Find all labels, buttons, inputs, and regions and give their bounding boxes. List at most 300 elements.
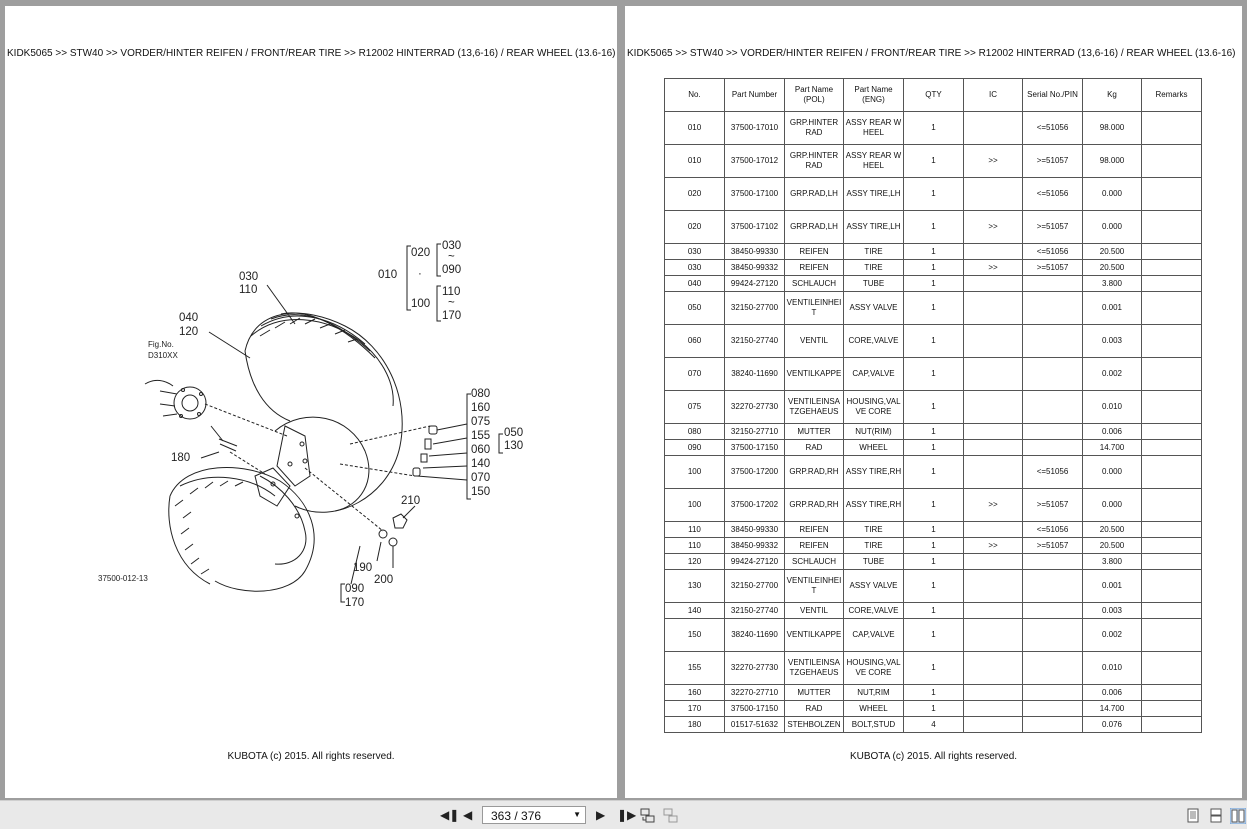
- table-cell: 1: [904, 276, 964, 292]
- table-row[interactable]: [665, 603, 1202, 619]
- table-cell: GRP.RAD,RH: [785, 456, 844, 489]
- table-cell: CAP,VALVE: [844, 358, 904, 391]
- table-cell: >>: [964, 489, 1023, 522]
- table-cell: 38450-99332: [725, 260, 785, 276]
- table-cell: ASSY VALVE: [844, 292, 904, 325]
- table-cell: 1: [904, 570, 964, 603]
- table-cell: TIRE: [844, 244, 904, 260]
- table-cell: 1: [904, 391, 964, 424]
- table-cell: [1142, 522, 1202, 538]
- table-cell: >=51057: [1023, 211, 1083, 244]
- table-cell: ASSY REAR WHEEL: [844, 112, 904, 145]
- table-cell: [1142, 554, 1202, 570]
- table-cell: 0.001: [1083, 570, 1142, 603]
- two-page-view-icon[interactable]: [1230, 808, 1246, 824]
- table-cell: 020: [665, 211, 725, 244]
- table-cell: [964, 685, 1023, 701]
- table-cell: TUBE: [844, 554, 904, 570]
- table-cell: 060: [665, 325, 725, 358]
- table-cell: 1: [904, 538, 964, 554]
- table-cell: CORE,VALVE: [844, 603, 904, 619]
- table-row[interactable]: [665, 440, 1202, 456]
- table-cell: [1142, 701, 1202, 717]
- column-header: Part Name (ENG): [844, 79, 904, 112]
- table-cell: 32150-27740: [725, 325, 785, 358]
- breadcrumb: KIDK5065 >> STW40 >> VORDER/HINTER REIFEN / FRONT/REAR TIRE >> R12002 HINTERRAD (13,6-16) / REAR WHEEL (13.6-16): [627, 48, 1236, 59]
- table-cell: HOUSING,VALVE CORE: [844, 391, 904, 424]
- table-header-row: [665, 79, 1202, 112]
- column-header: Serial No./PIN: [1023, 79, 1083, 112]
- table-cell: 37500-17100: [725, 178, 785, 211]
- table-row[interactable]: [665, 619, 1202, 652]
- table-cell: 37500-17150: [725, 701, 785, 717]
- table-cell: [964, 652, 1023, 685]
- table-cell: 050: [665, 292, 725, 325]
- table-cell: [1142, 538, 1202, 554]
- table-cell: VENTILEINHEIT: [785, 292, 844, 325]
- table-cell: 1: [904, 489, 964, 522]
- table-cell: ASSY VALVE: [844, 570, 904, 603]
- table-cell: <=51056: [1023, 178, 1083, 211]
- table-cell: 1: [904, 619, 964, 652]
- table-cell: VENTILEINHEIT: [785, 570, 844, 603]
- table-cell: 20.500: [1083, 522, 1142, 538]
- table-cell: 0.000: [1083, 489, 1142, 522]
- table-cell: MUTTER: [785, 424, 844, 440]
- table-cell: [1142, 652, 1202, 685]
- table-cell: 0.006: [1083, 424, 1142, 440]
- table-cell: 38450-99332: [725, 538, 785, 554]
- callout-140: 140: [471, 458, 491, 470]
- table-cell: [964, 292, 1023, 325]
- table-cell: WHEEL: [844, 701, 904, 717]
- callout-180: 180: [171, 452, 191, 464]
- table-cell: ASSY REAR WHEEL: [844, 145, 904, 178]
- left-page: [5, 6, 617, 798]
- table-cell: 180: [665, 717, 725, 733]
- table-cell: 1: [904, 652, 964, 685]
- table-cell: CAP,VALVE: [844, 619, 904, 652]
- callout-170: 170: [345, 597, 365, 609]
- table-cell: 0.010: [1083, 652, 1142, 685]
- table-cell: 32270-27710: [725, 685, 785, 701]
- table-cell: 0.000: [1083, 178, 1142, 211]
- table-cell: STEHBOLZEN: [785, 717, 844, 733]
- right-page: [625, 6, 1242, 798]
- table-cell: 20.500: [1083, 260, 1142, 276]
- table-cell: HOUSING,VALVE CORE: [844, 652, 904, 685]
- callout-075: 075: [471, 416, 491, 428]
- table-cell: [1023, 554, 1083, 570]
- table-cell: 100: [665, 456, 725, 489]
- column-header: Part Name (POL): [785, 79, 844, 112]
- table-cell: 32150-27740: [725, 603, 785, 619]
- table-cell: 1: [904, 244, 964, 260]
- table-row[interactable]: [665, 244, 1202, 260]
- next-page-icon[interactable]: ▶: [596, 808, 606, 822]
- table-cell: [1142, 489, 1202, 522]
- table-cell: 3.800: [1083, 554, 1142, 570]
- table-cell: [1142, 178, 1202, 211]
- callout-130: 130: [504, 440, 524, 452]
- table-cell: 37500-17012: [725, 145, 785, 178]
- table-cell: [964, 440, 1023, 456]
- table-cell: 0.006: [1083, 685, 1142, 701]
- table-cell: REIFEN: [785, 522, 844, 538]
- table-cell: WHEEL: [844, 440, 904, 456]
- table-cell: [1023, 701, 1083, 717]
- parts-table: [664, 78, 1202, 733]
- callout-150: 150: [471, 486, 491, 498]
- table-cell: 20.500: [1083, 538, 1142, 554]
- table-row[interactable]: [665, 260, 1202, 276]
- table-cell: [1023, 424, 1083, 440]
- table-cell: [1142, 260, 1202, 276]
- table-cell: RAD: [785, 440, 844, 456]
- page-selector[interactable]: [482, 806, 586, 824]
- table-row[interactable]: [665, 424, 1202, 440]
- table-cell: [964, 619, 1023, 652]
- table-cell: 080: [665, 424, 725, 440]
- table-cell: 37500-17010: [725, 112, 785, 145]
- table-cell: [964, 178, 1023, 211]
- table-cell: [1142, 145, 1202, 178]
- table-cell: [964, 603, 1023, 619]
- callout-190: 190: [353, 562, 373, 574]
- table-cell: VENTIL: [785, 603, 844, 619]
- table-row[interactable]: [665, 685, 1202, 701]
- table-cell: 0.002: [1083, 358, 1142, 391]
- table-cell: <=51056: [1023, 456, 1083, 489]
- table-cell: [1023, 619, 1083, 652]
- table-cell: >=51057: [1023, 538, 1083, 554]
- table-cell: 99424-27120: [725, 276, 785, 292]
- table-cell: >>: [964, 260, 1023, 276]
- table-cell: 1: [904, 358, 964, 391]
- callout-100: 100: [411, 298, 431, 310]
- fig-ref: D310XX: [148, 351, 178, 360]
- table-cell: [1023, 652, 1083, 685]
- table-row[interactable]: [665, 652, 1202, 685]
- table-cell: ASSY TIRE,RH: [844, 456, 904, 489]
- table-cell: [1142, 276, 1202, 292]
- table-cell: [1142, 391, 1202, 424]
- table-cell: 0.002: [1083, 619, 1142, 652]
- table-cell: 010: [665, 145, 725, 178]
- table-cell: TIRE: [844, 522, 904, 538]
- table-cell: 01517-51632: [725, 717, 785, 733]
- table-cell: [1142, 456, 1202, 489]
- table-cell: 120: [665, 554, 725, 570]
- table-cell: TUBE: [844, 276, 904, 292]
- table-cell: [964, 276, 1023, 292]
- table-cell: [1023, 440, 1083, 456]
- table-cell: 38450-99330: [725, 522, 785, 538]
- table-cell: 1: [904, 685, 964, 701]
- table-cell: [1023, 325, 1083, 358]
- table-row[interactable]: [665, 292, 1202, 325]
- table-cell: 150: [665, 619, 725, 652]
- table-cell: VENTILEINSATZGEHAEUS: [785, 391, 844, 424]
- table-cell: [1142, 685, 1202, 701]
- table-cell: TIRE: [844, 260, 904, 276]
- table-cell: 160: [665, 685, 725, 701]
- table-cell: NUT(RIM): [844, 424, 904, 440]
- table-cell: [1142, 211, 1202, 244]
- callout-110: 110: [239, 284, 258, 296]
- table-cell: >=51057: [1023, 145, 1083, 178]
- table-cell: 1: [904, 701, 964, 717]
- table-cell: [1023, 717, 1083, 733]
- first-page-icon[interactable]: ◀❚: [440, 808, 460, 822]
- callout-050: 050: [504, 427, 524, 439]
- column-header: No.: [665, 79, 725, 112]
- table-cell: [1142, 619, 1202, 652]
- table-cell: REIFEN: [785, 538, 844, 554]
- table-cell: [1142, 292, 1202, 325]
- table-row[interactable]: [665, 522, 1202, 538]
- table-row[interactable]: [665, 178, 1202, 211]
- table-row[interactable]: [665, 112, 1202, 145]
- fig-no-label: Fig.No.: [148, 340, 174, 349]
- table-cell: [1023, 570, 1083, 603]
- drawing-number: 37500-012-13: [98, 574, 148, 583]
- table-cell: MUTTER: [785, 685, 844, 701]
- table-cell: [964, 701, 1023, 717]
- table-cell: 0.003: [1083, 325, 1142, 358]
- callout-160: 160: [471, 402, 491, 414]
- table-cell: >>: [964, 538, 1023, 554]
- table-cell: 37500-17102: [725, 211, 785, 244]
- table-cell: 040: [665, 276, 725, 292]
- callout-120: 120: [179, 326, 199, 338]
- table-cell: [964, 570, 1023, 603]
- table-cell: VENTILKAPPE: [785, 358, 844, 391]
- table-cell: BOLT,STUD: [844, 717, 904, 733]
- column-header: Remarks: [1142, 79, 1202, 112]
- table-cell: 030: [665, 260, 725, 276]
- table-cell: 1: [904, 178, 964, 211]
- table-cell: 14.700: [1083, 440, 1142, 456]
- table-cell: SCHLAUCH: [785, 554, 844, 570]
- table-cell: 1: [904, 424, 964, 440]
- table-cell: 37500-17150: [725, 440, 785, 456]
- table-cell: NUT,RIM: [844, 685, 904, 701]
- table-cell: SCHLAUCH: [785, 276, 844, 292]
- table-row[interactable]: [665, 276, 1202, 292]
- table-cell: 3.800: [1083, 276, 1142, 292]
- callout-060: 060: [471, 444, 491, 456]
- table-cell: 075: [665, 391, 725, 424]
- table-cell: 1: [904, 603, 964, 619]
- table-cell: [964, 456, 1023, 489]
- callout-010: 010: [378, 269, 398, 281]
- table-cell: 0.003: [1083, 603, 1142, 619]
- table-cell: 1: [904, 145, 964, 178]
- continuous-view-icon[interactable]: [1209, 808, 1223, 824]
- table-cell: REIFEN: [785, 260, 844, 276]
- table-cell: 32270-27730: [725, 391, 785, 424]
- table-cell: 070: [665, 358, 725, 391]
- table-cell: <=51056: [1023, 112, 1083, 145]
- callout-090: 090: [345, 583, 365, 595]
- table-cell: [1142, 440, 1202, 456]
- table-cell: 1: [904, 292, 964, 325]
- dot-sep: ·: [418, 268, 422, 280]
- table-cell: >=51057: [1023, 260, 1083, 276]
- table-cell: [1142, 112, 1202, 145]
- table-cell: 0.000: [1083, 456, 1142, 489]
- table-cell: [964, 358, 1023, 391]
- table-cell: 32150-27710: [725, 424, 785, 440]
- table-cell: 37500-17202: [725, 489, 785, 522]
- table-cell: 1: [904, 522, 964, 538]
- table-cell: 155: [665, 652, 725, 685]
- table-row[interactable]: [665, 570, 1202, 603]
- table-cell: 14.700: [1083, 701, 1142, 717]
- callout-170b: 170: [442, 310, 462, 322]
- footer-copyright: KUBOTA (c) 2015. All rights reserved.: [849, 751, 1018, 762]
- callout-200: 200: [374, 574, 394, 586]
- table-cell: [964, 717, 1023, 733]
- callout-020: 020: [411, 247, 431, 259]
- column-header: Kg: [1083, 79, 1142, 112]
- table-cell: [1023, 685, 1083, 701]
- table-cell: REIFEN: [785, 244, 844, 260]
- table-cell: 140: [665, 603, 725, 619]
- table-row[interactable]: [665, 358, 1202, 391]
- table-row[interactable]: [665, 456, 1202, 489]
- table-cell: [964, 391, 1023, 424]
- callout-070: 070: [471, 472, 491, 484]
- table-row[interactable]: [665, 391, 1202, 424]
- table-cell: 99424-27120: [725, 554, 785, 570]
- table-cell: [1142, 603, 1202, 619]
- table-cell: 38240-11690: [725, 358, 785, 391]
- table-cell: VENTILEINSATZGEHAEUS: [785, 652, 844, 685]
- callout-080: 080: [471, 388, 491, 400]
- table-cell: GRP.RAD,LH: [785, 178, 844, 211]
- table-cell: ASSY TIRE,RH: [844, 489, 904, 522]
- table-row[interactable]: [665, 554, 1202, 570]
- table-cell: <=51056: [1023, 244, 1083, 260]
- table-row[interactable]: [665, 145, 1202, 178]
- table-cell: 110: [665, 522, 725, 538]
- table-cell: 98.000: [1083, 145, 1142, 178]
- column-header: Part Number: [725, 79, 785, 112]
- table-cell: [1023, 276, 1083, 292]
- table-row[interactable]: [665, 701, 1202, 717]
- chevron-down-icon: ▼: [573, 810, 581, 819]
- callout-040: 040: [179, 312, 199, 324]
- table-cell: >>: [964, 145, 1023, 178]
- table-cell: [1142, 325, 1202, 358]
- table-cell: 100: [665, 489, 725, 522]
- table-cell: 38240-11690: [725, 619, 785, 652]
- table-cell: [964, 112, 1023, 145]
- table-cell: [1142, 717, 1202, 733]
- table-cell: [964, 522, 1023, 538]
- table-cell: CORE,VALVE: [844, 325, 904, 358]
- table-row[interactable]: [665, 717, 1202, 733]
- page-transition-icon[interactable]: [640, 808, 656, 824]
- table-cell: 1: [904, 456, 964, 489]
- table-row[interactable]: [665, 325, 1202, 358]
- table-cell: ASSY TIRE,LH: [844, 211, 904, 244]
- table-cell: 4: [904, 717, 964, 733]
- table-cell: 170: [665, 701, 725, 717]
- column-header: IC: [964, 79, 1023, 112]
- table-row[interactable]: [665, 538, 1202, 554]
- table-cell: [964, 244, 1023, 260]
- single-page-view-icon[interactable]: [1186, 808, 1200, 824]
- table-cell: 98.000: [1083, 112, 1142, 145]
- column-header: QTY: [904, 79, 964, 112]
- last-page-icon[interactable]: ❚▶: [617, 808, 637, 822]
- table-cell: [1023, 292, 1083, 325]
- table-cell: 110: [665, 538, 725, 554]
- table-cell: >=51057: [1023, 489, 1083, 522]
- table-cell: 20.500: [1083, 244, 1142, 260]
- callout-210: 210: [401, 495, 421, 507]
- table-cell: [964, 554, 1023, 570]
- table-cell: TIRE: [844, 538, 904, 554]
- table-cell: [1142, 358, 1202, 391]
- table-row[interactable]: [665, 489, 1202, 522]
- page-transition-icon-2[interactable]: [663, 808, 679, 824]
- table-cell: VENTIL: [785, 325, 844, 358]
- table-cell: [1142, 570, 1202, 603]
- callout-090b: 090: [442, 264, 462, 276]
- exploded-parts-diagram: [5, 6, 617, 746]
- previous-page-icon[interactable]: ◀: [463, 808, 473, 822]
- table-cell: 1: [904, 440, 964, 456]
- table-cell: 030: [665, 244, 725, 260]
- table-cell: 010: [665, 112, 725, 145]
- table-cell: 1: [904, 211, 964, 244]
- table-cell: 1: [904, 112, 964, 145]
- table-cell: GRP.HINTER RAD: [785, 145, 844, 178]
- footer-copyright: KUBOTA (c) 2015. All rights reserved.: [227, 751, 395, 762]
- breadcrumb: KIDK5065 >> STW40 >> VORDER/HINTER REIFEN / FRONT/REAR TIRE >> R12002 HINTERRAD (13,6-16) / REAR WHEEL (13.6-16): [7, 48, 616, 59]
- table-cell: 0.000: [1083, 211, 1142, 244]
- callout-030: 030: [239, 271, 259, 283]
- table-cell: VENTILKAPPE: [785, 619, 844, 652]
- table-cell: 090: [665, 440, 725, 456]
- table-cell: 020: [665, 178, 725, 211]
- page-indicator: 363 / 376: [491, 809, 542, 823]
- table-cell: ASSY TIRE,LH: [844, 178, 904, 211]
- table-cell: [1023, 391, 1083, 424]
- table-cell: [964, 424, 1023, 440]
- table-row[interactable]: [665, 211, 1202, 244]
- table-cell: GRP.RAD,RH: [785, 489, 844, 522]
- table-cell: 32150-27700: [725, 570, 785, 603]
- table-cell: >>: [964, 211, 1023, 244]
- table-cell: [1023, 358, 1083, 391]
- table-cell: [1142, 424, 1202, 440]
- table-cell: GRP.RAD,LH: [785, 211, 844, 244]
- table-cell: [1023, 603, 1083, 619]
- table-cell: <=51056: [1023, 522, 1083, 538]
- table-cell: [964, 325, 1023, 358]
- table-cell: 38450-99330: [725, 244, 785, 260]
- table-cell: 32270-27730: [725, 652, 785, 685]
- table-cell: 0.001: [1083, 292, 1142, 325]
- tilde-2: ~: [448, 297, 455, 309]
- table-cell: 1: [904, 325, 964, 358]
- table-cell: RAD: [785, 701, 844, 717]
